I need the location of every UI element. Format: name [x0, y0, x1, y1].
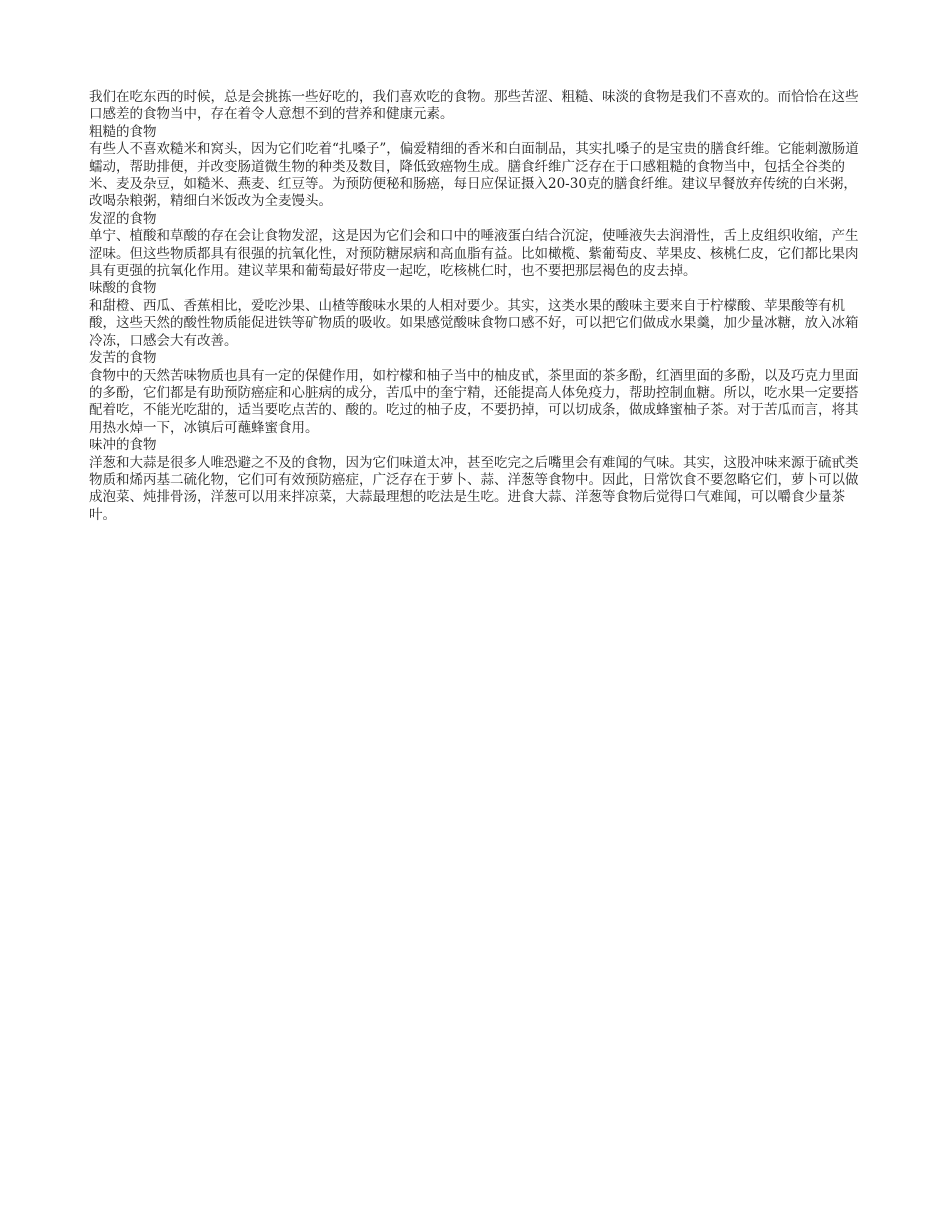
section-body-pungent-food: 洋葱和大蒜是很多人唯恐避之不及的食物，因为它们味道太冲，甚至吃完之后嘴里会有难闻的气味。其实，这股冲味来源于硫甙类物质和烯丙基二硫化物，它们可有效预防癌症，广泛存在于萝卜、蒜、洋葱等食物中。因此，日常饮食不要忽略它们，萝卜可以做成泡菜、炖排骨汤，洋葱可以用来拌凉菜，大蒜最理想的吃法是生吃。进食大蒜、洋葱等食物后觉得口气难闻，可以嚼食少量茶叶。 [89, 454, 859, 523]
intro-paragraph: 我们在吃东西的时候，总是会挑拣一些好吃的，我们喜欢吃的食物。那些苦涩、粗糙、味淡的食物是我们不喜欢的。而恰恰在这些口感差的食物当中，存在着令人意想不到的营养和健康元素。 [89, 89, 859, 123]
section-body-sour-food: 和甜橙、西瓜、香蕉相比，爱吃沙果、山楂等酸味水果的人相对要少。其实，这类水果的酸味主要来自于柠檬酸、苹果酸等有机酸，这些天然的酸性物质能促进铁等矿物质的吸收。如果感觉酸味食物口感不好，可以把它们做成水果羹，加少量冰糖，放入冰箱冷冻，口感会大有改善。 [89, 297, 859, 349]
section-heading-bitter-food: 发苦的食物 [89, 350, 157, 367]
section-heading-rough-food: 粗糙的食物 [89, 123, 157, 140]
section-heading-sour-food: 味酸的食物 [89, 280, 157, 297]
section-body-rough-food: 有些人不喜欢糙米和窝头，因为它们吃着“扎嗓子”，偏爱精细的香米和白面制品，其实扎嗓子的是宝贵的膳食纤维。它能刺激肠道蠕动，帮助排便，并改变肠道微生物的种类及数目，降低致癌物生成。膳食纤维广泛存在于口感粗糙的食物当中，包括全谷类的米、麦及杂豆，如糙米、燕麦、红豆等。为预防便秘和肠癌，每日应保证摄入20-30克的膳食纤维。建议早餐放弃传统的白米粥，改喝杂粮粥，精细白米饭改为全麦馒头。 [89, 141, 859, 210]
article [89, 89, 861, 524]
section-heading-pungent-food: 味冲的食物 [89, 437, 157, 454]
section-body-astringent-food: 单宁、植酸和草酸的存在会让食物发涩，这是因为它们会和口中的唾液蛋白结合沉淀，使唾液失去润滑性，舌上皮组织收缩，产生涩味。但这些物质都具有很强的抗氧化性，对预防糖尿病和高血脂有益。比如橄榄、紫葡萄皮、苹果皮、核桃仁皮，它们都比果肉具有更强的抗氧化作用。建议苹果和葡萄最好带皮一起吃，吃核桃仁时，也不要把那层褐色的皮去掉。 [89, 228, 859, 280]
section-body-bitter-food: 食物中的天然苦味物质也具有一定的保健作用，如柠檬和柚子当中的柚皮甙，茶里面的茶多酚，红酒里面的多酚，以及巧克力里面的多酚，它们都是有助预防癌症和心脏病的成分，苦瓜中的奎宁精，还能提高人体免疫力，帮助控制血糖。所以，吃水果一定要搭配着吃，不能光吃甜的，适当要吃点苦的、酸的。吃过的柚子皮，不要扔掉，可以切成条，做成蜂蜜柚子茶。对于苦瓜而言，将其用热水焯一下，冰镇后可蘸蜂蜜食用。 [89, 367, 859, 436]
section-heading-astringent-food: 发涩的食物 [89, 210, 157, 227]
